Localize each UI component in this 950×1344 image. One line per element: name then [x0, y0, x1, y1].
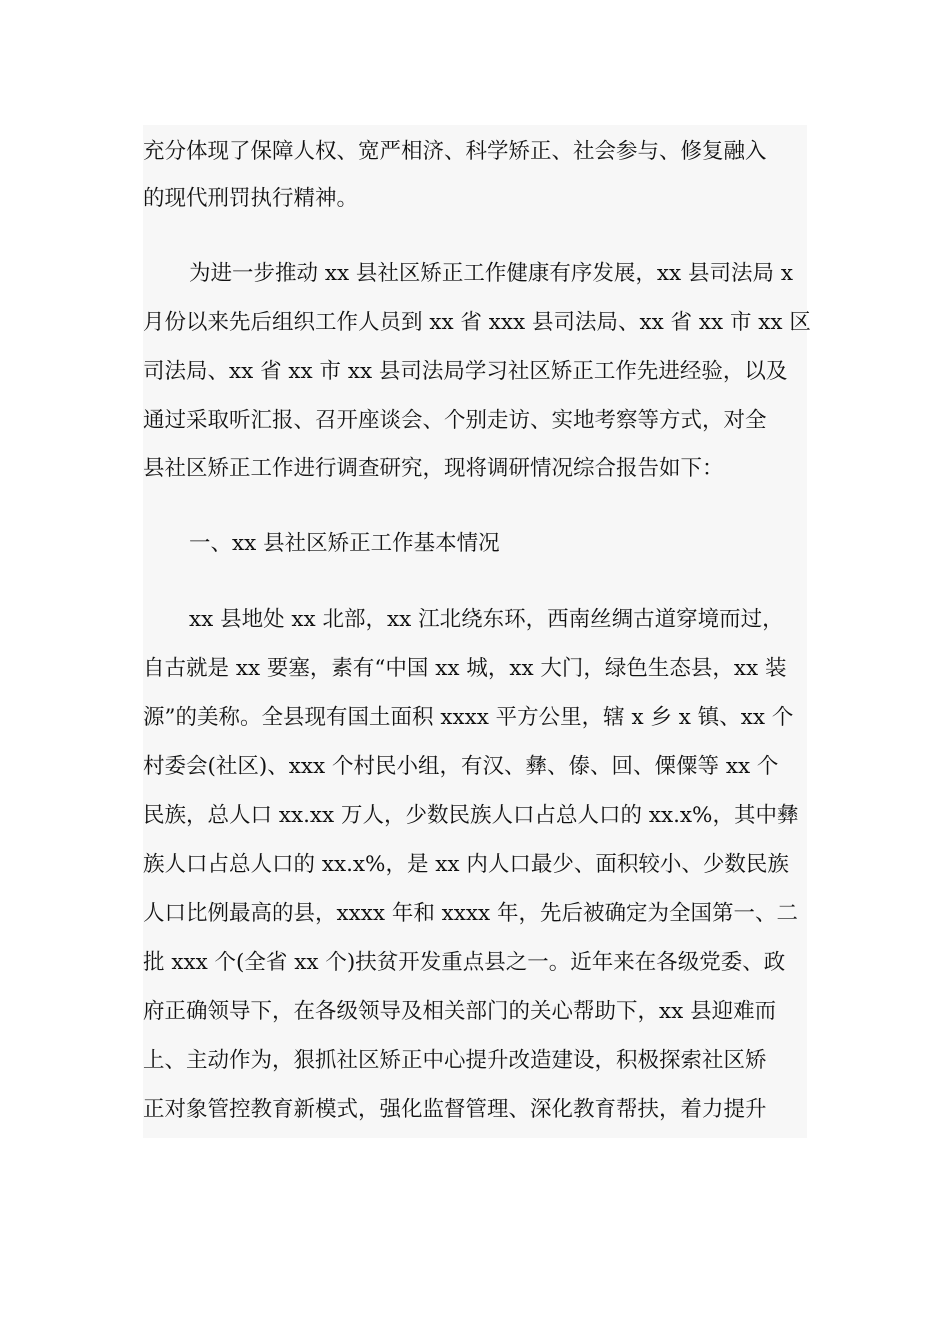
- text-line: 月份以来先后组织工作人员到 xx 省 xxx 县司法局、xx 省 xx 市 xx 区: [143, 310, 811, 335]
- document-text-block: [143, 125, 811, 1138]
- text-line: 的现代刑罚执行精神。: [143, 186, 359, 211]
- text-line: 充分体现了保障人权、宽严相济、科学矫正、社会参与、修复融入: [143, 139, 767, 164]
- paragraph-start-line: xx 县地处 xx 北部，xx 江北绕东环，西南丝绸古道穿境而过，: [189, 607, 784, 632]
- text-line: 司法局、xx 省 xx 市 xx 县司法局学习社区矫正工作先进经验，以及: [143, 359, 788, 384]
- text-line: 自古就是 xx 要塞，素有“中国 xx 城，xx 大门，绿色生态县，xx 装: [143, 656, 787, 681]
- text-line: 源”的美称。全县现有国土面积 xxxx 平方公里，辖 x 乡 x 镇、xx 个: [143, 705, 794, 730]
- text-line: 族人口占总人口的 xx.x%，是 xx 内人口最少、面积较小、少数民族: [143, 852, 789, 877]
- text-line: 正对象管控教育新模式，强化监督管理、深化教育帮扶，着力提升: [143, 1097, 767, 1122]
- text-line: 府正确领导下，在各级领导及相关部门的关心帮助下，xx 县迎难而: [143, 999, 777, 1024]
- text-line: 民族，总人口 xx.xx 万人，少数民族人口占总人口的 xx.x%，其中彝: [143, 803, 799, 828]
- paragraph-start-line: 为进一步推动 xx 县社区矫正工作健康有序发展，xx 县司法局 x: [189, 261, 793, 286]
- text-line: 上、主动作为，狠抓社区矫正中心提升改造建设，积极探索社区矫: [143, 1048, 767, 1073]
- text-line: 批 xxx 个(全省 xx 个)扶贫开发重点县之一。近年来在各级党委、政: [143, 950, 786, 975]
- text-line: 通过采取听汇报、召开座谈会、个别走访、实地考察等方式，对全: [143, 408, 767, 433]
- text-line: 村委会(社区)、xxx 个村民小组，有汉、彝、傣、回、傈僳等 xx 个: [143, 754, 779, 779]
- text-line: 人口比例最高的县，xxxx 年和 xxxx 年，先后被确定为全国第一、二: [143, 901, 799, 926]
- section-heading: 一、xx 县社区矫正工作基本情况: [189, 531, 500, 556]
- text-line: 县社区矫正工作进行调查研究，现将调研情况综合报告如下：: [143, 456, 724, 481]
